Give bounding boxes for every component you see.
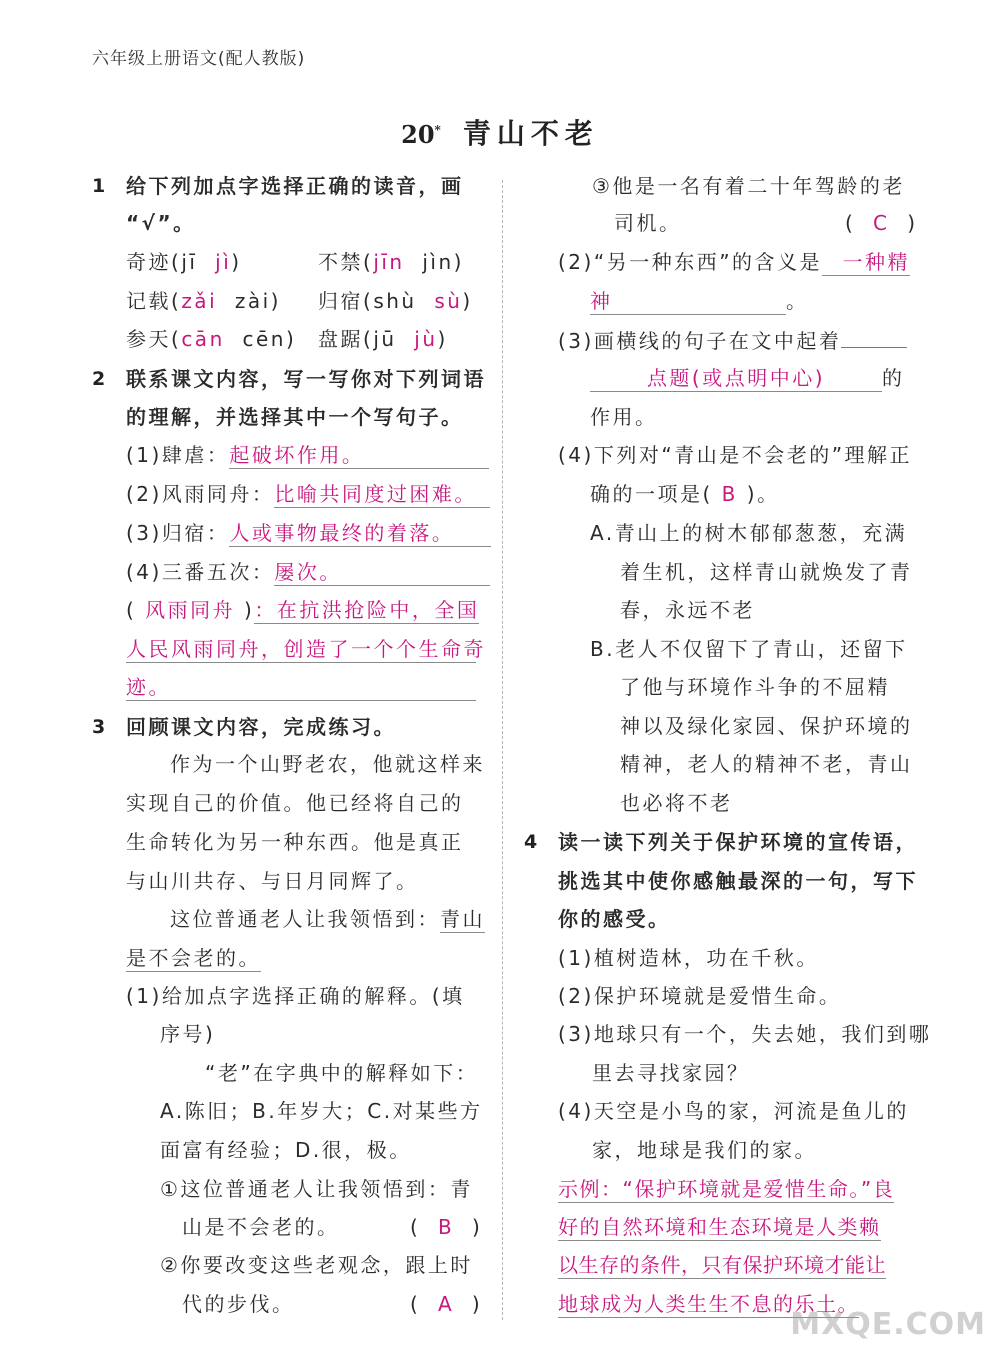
- question-1-prompt: 给下列加点字选择正确的读音，画: [126, 174, 464, 198]
- pinyin-item: 记载(zǎi zài): [126, 289, 281, 313]
- sentence-line: 人民风雨同舟，创造了一个个生命奇: [126, 637, 486, 661]
- question-4-prompt-3: 你的感受。: [558, 907, 671, 931]
- slogan-item: (2)保护环境就是爱惜生命。: [558, 984, 842, 1008]
- pinyin-item: 盘踞(jū jù): [318, 327, 448, 351]
- option-b-line: 了他与环境作斗争的不屈精: [620, 675, 890, 699]
- pinyin-item: 归宿(shù sù): [318, 289, 473, 313]
- question-4-prompt: 读一读下列关于保护环境的宣传语，: [558, 830, 918, 854]
- question-2-prompt: 联系课文内容，写一写你对下列词语: [126, 367, 486, 391]
- word-meaning-item: (2)风雨同舟：比喻共同度过困难。: [126, 482, 490, 508]
- option-a: A.青山上的树木郁郁葱葱，充满: [590, 521, 908, 545]
- option-b-line: 精神，老人的精神不老，青山: [620, 752, 913, 776]
- sub-question-2: (2)“另一种东西”的含义是 一种精: [558, 250, 911, 274]
- option-a-line: 春，永远不老: [620, 598, 755, 622]
- sub-question-4-line-2: 确的一项是( B )。: [590, 482, 780, 506]
- option-b-line: 神以及绿化家园、保护环境的: [620, 714, 913, 738]
- slogan-item-line: 里去寻找家园？: [592, 1061, 750, 1085]
- question-3-prompt: 回顾课文内容，完成练习。: [126, 715, 396, 739]
- column-divider: [502, 180, 503, 1320]
- word-meaning-item: (4)三番五次：屡次。: [126, 560, 490, 586]
- sentence-line: ( 风雨同舟 )：在抗洪抢险中，全国: [126, 598, 480, 622]
- question-2-prompt-2: 的理解，并选择其中一个写句子。: [126, 405, 464, 429]
- slogan-item: (4)天空是小鸟的家，河流是鱼儿的: [558, 1099, 909, 1123]
- lesson-number: 20*: [401, 120, 441, 149]
- sentence-3-answer: ( C ): [845, 211, 918, 235]
- sentence-2-answer: ( A ): [410, 1292, 483, 1316]
- passage-line: 是不会老的。: [126, 946, 261, 970]
- lesson-title: [0, 112, 1000, 152]
- passage-line: 作为一个山野老农，他就这样来: [170, 752, 485, 776]
- word-meaning-item: (3)归宿：人或事物最终的着落。: [126, 521, 491, 547]
- example-answer: 好的自然环境和生态环境是人类赖: [558, 1215, 881, 1239]
- option-b-line: 也必将不老: [620, 791, 733, 815]
- passage-line: 这位普通老人让我领悟到：青山: [170, 907, 485, 931]
- example-answer: 地球成为人类生生不息的乐土。: [558, 1292, 859, 1316]
- question-1-number: 1: [92, 175, 106, 197]
- slogan-item: (3)地球只有一个，失去她，我们到哪: [558, 1022, 932, 1046]
- sub-question-2-line-2: 神 。: [590, 289, 809, 313]
- word-meaning-item: (1)肆虐：起破坏作用。: [126, 443, 489, 469]
- pinyin-item: 不禁(jīn jìn): [318, 250, 464, 274]
- sentence-1-line-2: 山是不会老的。: [182, 1215, 340, 1239]
- dictionary-note: “老”在字典中的解释如下：: [205, 1061, 479, 1085]
- sentence-2: ②你要改变这些老观念，跟上时: [160, 1253, 473, 1277]
- sentence-line: 迹。: [126, 675, 476, 701]
- passage-line: 实现自己的价值。他已经将自己的: [126, 791, 464, 815]
- sentence-1: ①这位普通老人让我领悟到：青: [160, 1177, 473, 1201]
- page-header: 六年级上册语文(配人教版): [92, 49, 306, 69]
- pinyin-item: 参天(cān cēn): [126, 327, 297, 351]
- option-a-line: 着生机，这样青山就焕发了青: [620, 560, 913, 584]
- sub-question-1-line-2: 序号): [160, 1022, 216, 1046]
- slogan-item-line: 家，地球是我们的家。: [592, 1138, 817, 1162]
- sentence-1-answer: ( B ): [410, 1215, 483, 1239]
- sub-question-3-line-3: 作用。: [590, 405, 658, 429]
- lesson-title-text: 青山不老: [462, 117, 599, 150]
- passage-line: 生命转化为另一种东西。他是真正: [126, 830, 464, 854]
- question-4-prompt-2: 挑选其中使你感触最深的一句，写下: [558, 869, 918, 893]
- option-b: B.老人不仅留下了青山，还留下: [590, 637, 908, 661]
- sub-question-3: (3)画横线的句子在文中起着: [558, 327, 907, 353]
- sentence-3-line-2: 司机。: [614, 211, 682, 235]
- example-answer: 以生存的条件，只有保护环境才能让: [558, 1253, 886, 1277]
- slogan-item: (1)植树造林，功在千秋。: [558, 946, 819, 970]
- example-answer: 示例：“保护环境就是爱惜生命。”良: [558, 1177, 895, 1201]
- question-1-prompt-2: “√”。: [126, 211, 196, 235]
- sentence-2-line-2: 代的步伐。: [182, 1292, 295, 1316]
- sub-question-4: (4)下列对“青山是不会老的”理解正: [558, 443, 913, 467]
- sentence-3: ③他是一名有着二十年驾龄的老: [592, 174, 905, 198]
- question-2-number: 2: [92, 368, 106, 390]
- question-4-number: 4: [524, 831, 538, 853]
- passage-line: 与山川共存、与日月同辉了。: [126, 869, 419, 893]
- dictionary-options: 面富有经验；D.很，极。: [160, 1138, 412, 1162]
- pinyin-item: 奇迹(jī jì): [126, 250, 242, 274]
- question-3-number: 3: [92, 716, 106, 738]
- dictionary-options: A.陈旧；B.年岁大；C.对某些方: [160, 1099, 483, 1123]
- watermark: MXQE.COM: [790, 1307, 986, 1342]
- sub-question-1: (1)给加点字选择正确的解释。(填: [126, 984, 465, 1008]
- sub-question-3-line-2: 点题(或点明中心) 的: [590, 366, 905, 392]
